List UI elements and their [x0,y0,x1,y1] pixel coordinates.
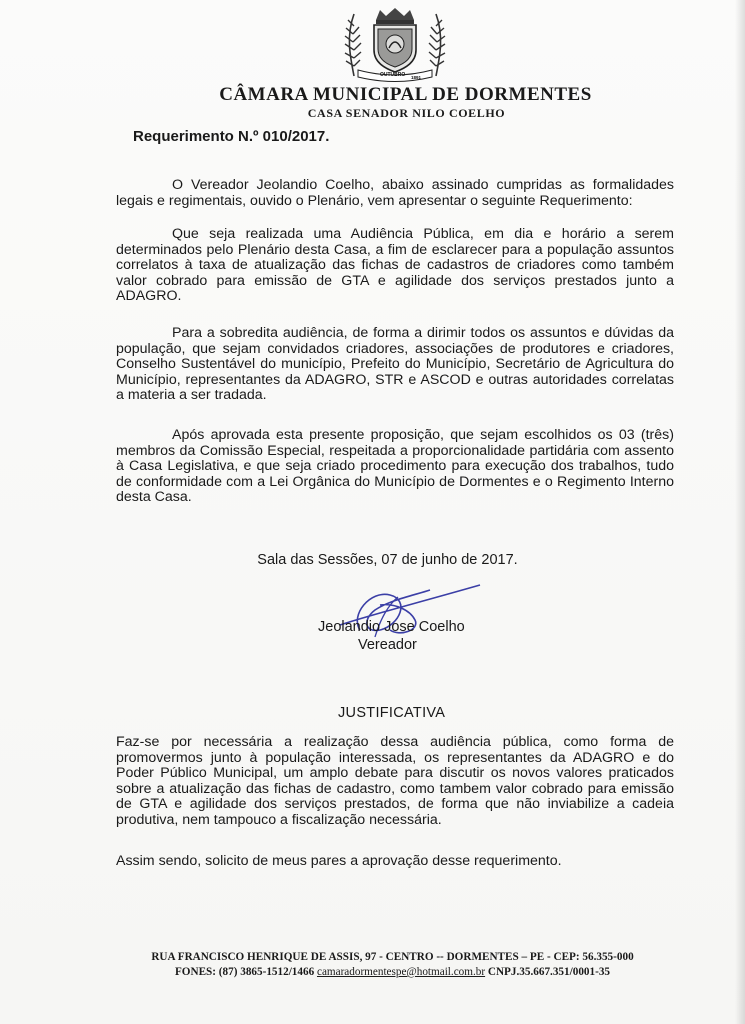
justification-title: JUSTIFICATIVA [338,705,446,721]
paragraph-intro [116,178,674,209]
paragraph-invitees [116,326,674,404]
paragraph-intro-text: O Vereador Jeolandio Coelho, abaixo assinado cumpridas as formalidades legais e regimentais, ouvido o Plenário, vem apresentar o seguinte Requerimento: [116,177,674,209]
footer-cnpj: CNPJ.35.667.351/0001-35 [487,966,611,978]
footer-contacts [0,966,745,978]
closing-text: Assim sendo, solicito de meus pares a aprovação desse requerimento. [116,853,562,869]
justification-paragraph [116,735,674,828]
signatory-name: Jeolandio Jose Coelho [318,619,465,635]
footer-email-link[interactable]: camaradormentespe@hotmail.com.br [316,966,486,978]
chamber-title: CÂMARA MUNICIPAL DE DORMENTES [219,84,592,105]
paragraph-request [116,227,674,305]
signatory-role: Vereador [358,637,417,653]
crest-ribbon-text: OUTUBRO [380,72,406,78]
closing-paragraph [116,854,674,870]
paragraph-invitees-text: Para a sobredita audiência, de forma a dirimir todos os assuntos e dúvidas da população, que sejam convidados criadores, associações de produtores e criadores, Conselho Sustentável do município, Prefeito do Município, Secretário de Agricultura do Município, representantes da ADAGRO, STR e ASCOD e outras autoridades correlatas a materia a ser tradada. [116,325,674,403]
paragraph-commission [116,428,674,506]
chamber-subtitle: CASA SENADOR NILO COELHO [307,106,506,120]
crest-year-text: 1891 [411,75,422,80]
paragraph-commission-text: Após aprovada esta presente proposição, que sejam escolhidos os 03 (três) membros da Comissão Especial, respeitada a proporcionalidade partidária com assento à Casa Legislativa, e que seja criado procedimento para execução dos trabalhos, tudo de conformidade com a Lei Orgânica do Município de Dormentes e o Regimento Interno desta Casa. [116,427,674,505]
session-date-line: Sala das Sessões, 07 de junho de 2017. [257,552,518,568]
justification-text: Faz-se por necessária a realização dessa audiência pública, como forma de promovermos junto à população interessada, os representantes da ADAGRO e do Poder Público Municipal, um amplo debate para discutir os novos valores praticados sobre a atualização das fichas de cadastro, como tambem valor cobrado para emissão de GTA e agilidade dos serviços prestados, de forma que não inviabilize a cadeia produtiva, nem tampouco a fiscalização necessária. [116,734,674,828]
footer-phones: FONES: (87) 3865-1512/1466 [174,966,315,978]
request-number-title: Requerimento N.º 010/2017. [133,128,330,145]
page-edge-shadow [735,0,745,1024]
footer-address: RUA FRANCISCO HENRIQUE DE ASSIS, 97 - CENTRO -- DORMENTES – PE - CEP: 56.355-000 [151,951,634,963]
municipal-crest-icon [340,6,450,82]
paragraph-request-text: Que seja realizada uma Audiência Pública, em dia e horário a serem determinados pelo Plenário desta Casa, a fim de esclarecer para a população assuntos correlatos à taxa de atualização das fichas de cadastros de criadores como também valor cobrado para emissão de GTA e agilidade dos serviços prestados junto a ADAGRO. [116,226,674,304]
